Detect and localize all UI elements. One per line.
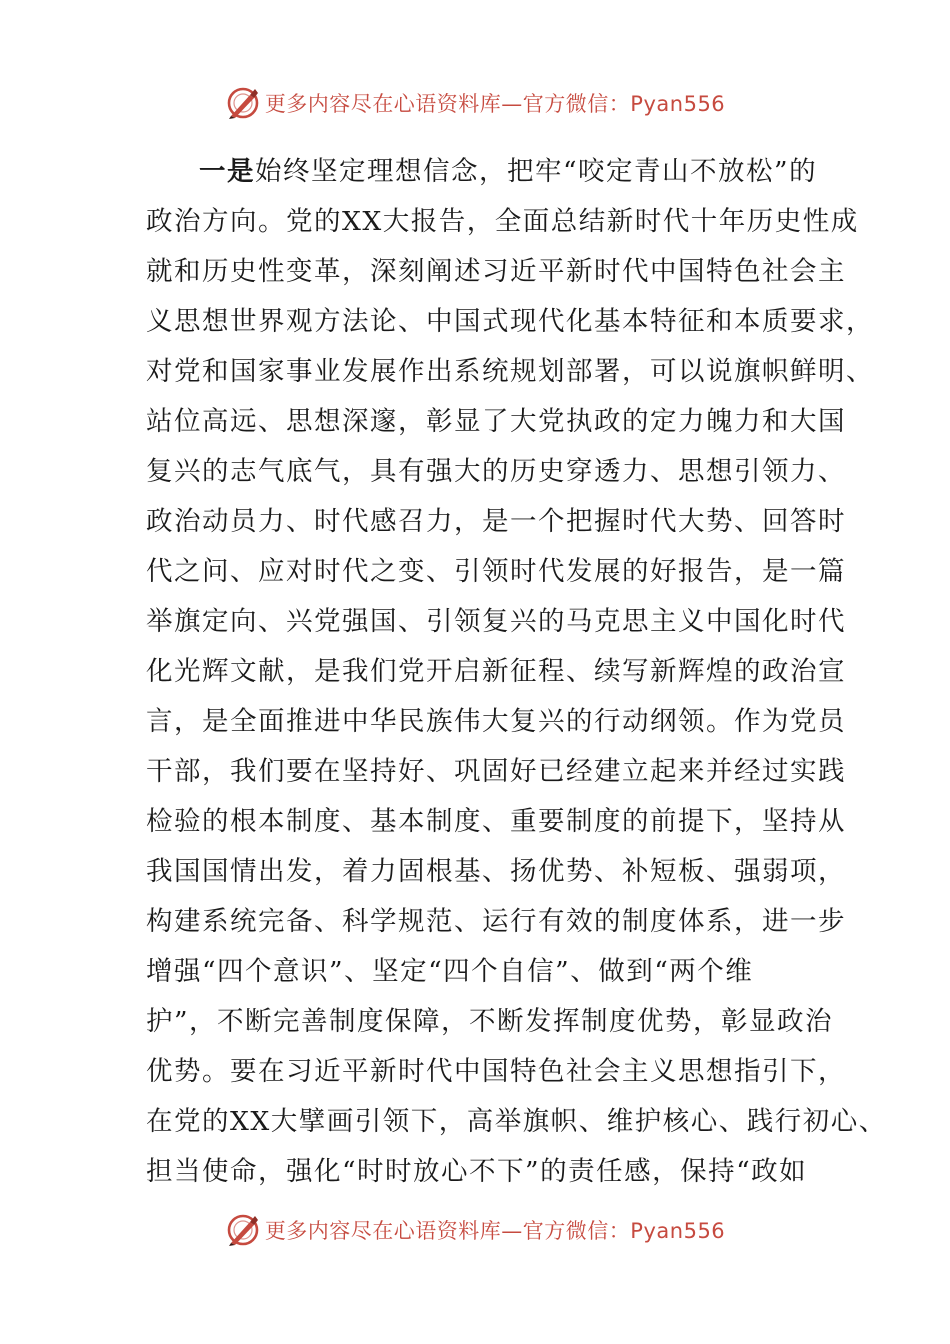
- paragraph-line: 代之问、应对时代之变、引领时代发展的好报告，是一篇: [146, 556, 846, 587]
- footer-banner-text: 更多内容尽在心语资料库—官方微信：Pyan556: [264, 1219, 726, 1243]
- paragraph-line: 在党的XX大擘画引领下，高举旗帜、维护核心、践行初心、: [146, 1106, 887, 1137]
- document-body: [146, 147, 887, 1197]
- paragraph-line: 担当使命，强化“时时放心不下”的责任感，保持“政如: [146, 1156, 808, 1187]
- paragraph-line: 我国国情出发，着力固根基、扬优势、补短板、强弱项，: [146, 856, 846, 887]
- paragraph-line: 复兴的志气底气，具有强大的历史穿透力、思想引领力、: [146, 456, 846, 487]
- paragraph-line: [146, 147, 816, 197]
- header-banner: [0, 83, 950, 123]
- header-banner-text: 更多内容尽在心语资料库—官方微信：Pyan556: [264, 92, 726, 116]
- paragraph-line: 干部，我们要在坚持好、巩固好已经建立起来并经过实践: [146, 756, 846, 787]
- paragraph-line: 增强“四个意识”、坚定“四个自信”、做到“两个维: [146, 956, 754, 987]
- pen-logo-icon: [225, 1212, 261, 1248]
- paragraph-line: 化光辉文献，是我们党开启新征程、续写新辉煌的政治宣: [146, 656, 846, 687]
- paragraph-line: 对党和国家事业发展作出系统规划部署，可以说旗帜鲜明、: [146, 356, 874, 387]
- paragraph-line: 义思想世界观方法论、中国式现代化基本特征和本质要求，: [146, 306, 874, 337]
- paragraph-line: 政治动员力、时代感召力，是一个把握时代大势、回答时: [146, 506, 846, 537]
- line-text: 始终坚定理想信念，把牢“咬定青山不放松”的: [255, 156, 818, 187]
- paragraph-line: 政治方向。党的XX大报告，全面总结新时代十年历史性成: [146, 206, 859, 237]
- pen-logo-icon: [225, 85, 261, 121]
- paragraph-line: 构建系统完备、科学规范、运行有效的制度体系，进一步: [146, 906, 846, 937]
- paragraph-line: 举旗定向、兴党强国、引领复兴的马克思主义中国化时代: [146, 606, 846, 637]
- paragraph-line: 站位高远、思想深邃，彰显了大党执政的定力魄力和大国: [146, 406, 846, 437]
- paragraph-line: 护”，不断完善制度保障，不断发挥制度优势，彰显政治: [146, 1006, 834, 1037]
- lead-phrase: 一是: [199, 156, 255, 187]
- footer-banner: [0, 1210, 950, 1250]
- paragraph-line: 优势。要在习近平新时代中国特色社会主义思想指引下，: [146, 1056, 846, 1087]
- paragraph-line: 检验的根本制度、基本制度、重要制度的前提下，坚持从: [146, 806, 846, 837]
- paragraph-line: 言，是全面推进中华民族伟大复兴的行动纲领。作为党员: [146, 706, 846, 737]
- paragraph-line: 就和历史性变革，深刻阐述习近平新时代中国特色社会主: [146, 256, 846, 287]
